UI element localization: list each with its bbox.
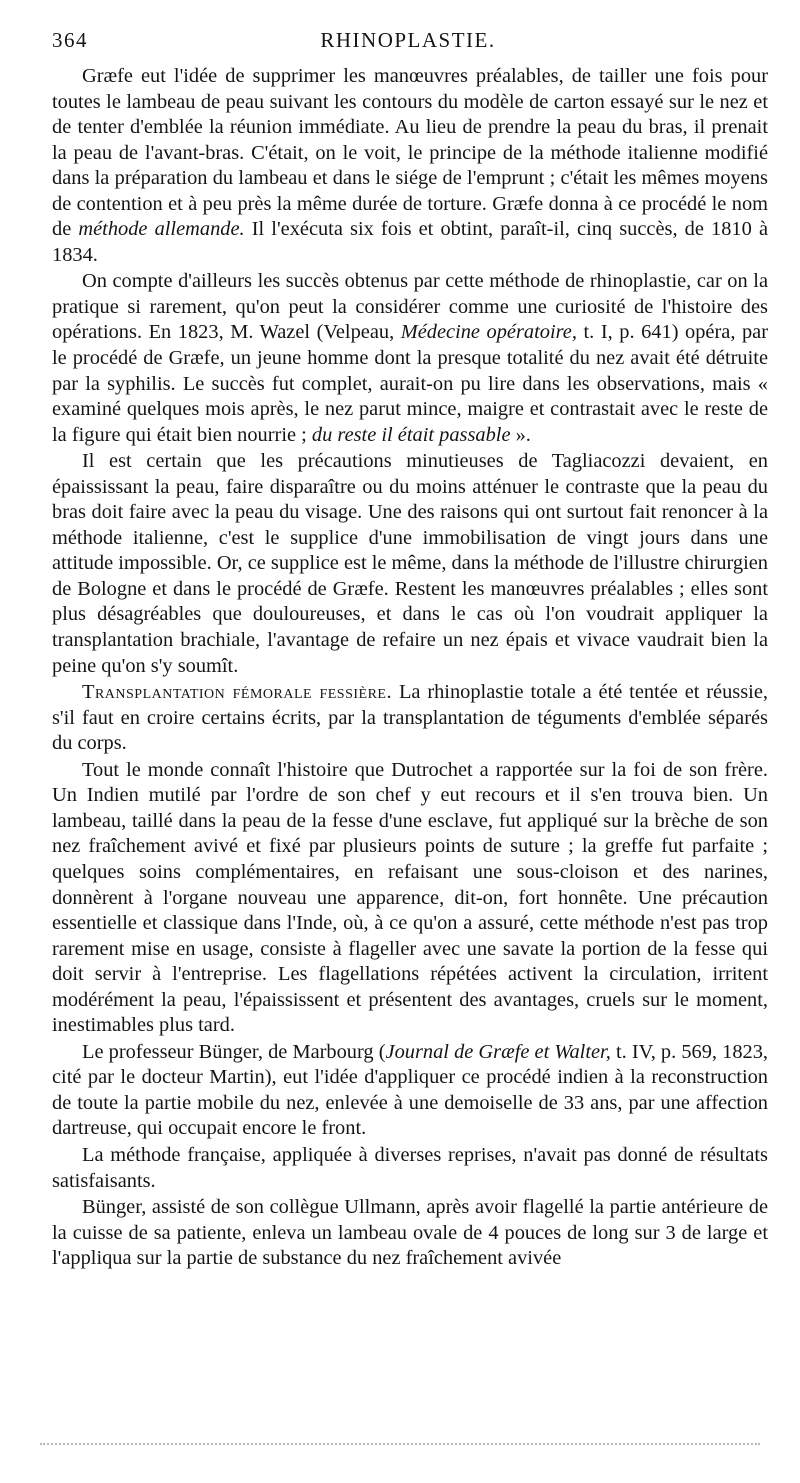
italic-quote: du reste il était passable [311,423,511,446]
paragraph-text: La méthode française, appliquée à diverses reprises, n'avait pas donné de résultats satisfaisants. [52,1143,768,1192]
running-title: RHINOPLASTIE. [320,28,496,52]
page-number: 364 [52,28,88,52]
section-heading: Transplantation fémorale fessière. [82,681,393,704]
paragraph-3 [52,449,768,679]
paragraph-text: t. IV, p. 569, 1823, cité par le docteur Martin), eut l'idée d'appliquer ce procédé indien à la reconstruction de toute la partie mobile du nez, enlevée à une demoiselle de 33 ans, par une affection dartreuse, qui occupait encore le front. [52,1040,768,1140]
paragraph-text: ». [510,423,531,446]
paragraph-1 [52,64,768,268]
citation-title: Journal de Græfe et Walter, [385,1040,611,1063]
paragraph-2 [52,269,768,448]
paragraph-text: La rhinoplastie totale a été tentée et réussie, s'il faut en croire certains écrits, par la transplantation de téguments d'emblée séparés du corps. [52,681,768,755]
paragraph-text: Il est certain que les précautions minutieuses de Tagliacozzi devaient, en épaississant la peau, faire disparaître ou du moins atténuer le contraste que la peau du bras doit faire avec la peau du visage. Une des raisons qui ont surtout fait renoncer à la méthode italienne, c'est le supplice d'une immobilisation de vingt jours dans une attitude impossible. Or, ce supplice est le même, dans la méthode de l'illustre chirurgien de Bologne et dans le procédé de Græfe. Restent les manœuvres préalables ; elles sont plus désagréables que douloureuses, et dans le cas où l'on voudrait appliquer la transplantation brachiale, l'avantage de refaire un nez épais et vivace vaudrait bien la peine qu'on s'y soumît. [52,450,768,677]
paragraph-text: Il l'exécuta six fois et obtint, paraît-il, cinq succès, de 1810 à 1834. [52,218,768,266]
paragraph-text: Græfe eut l'idée de supprimer les manœuvres préalables, de tailler une fois pour toutes le lambeau de peau suivant les contours du modèle de carton essayé sur le nez et de tenter d'emblée la réunion immédiate. Au lieu de prendre la peau du bras, il prenait la peau de l'avant-bras. C'était, on le voit, le principe de la méthode italienne modifié dans la préparation du lambeau et dans le siége de l'emprunt ; c'était les mêmes moyens de contention et à peu près la même durée de torture. Græfe donna à ce procédé le nom de [52,65,768,241]
paragraph-text: On compte d'ailleurs les succès obtenus par cette méthode de rhinoplastie, car on la pratique si rarement, qu'on peut la considérer comme une curiosité de l'histoire des opérations. En 1823, M. Wazel (Velpeau, [52,270,768,344]
italic-term: méthode allemande. [78,218,245,241]
paragraph-7 [52,1143,768,1194]
scan-artifact-dotted-line [40,1443,760,1445]
body-text [52,64,768,1273]
paragraph-6 [52,1040,768,1142]
paragraph-text: Tout le monde connaît l'histoire que Dutrochet a rapportée sur la foi de son frère. Un Indien mutilé par l'ordre de son chef y eut recours et il s'en trouva bien. Un lambeau, taillé dans la peau de la fesse d'une esclave, fut appliqué sur la brèche de son nez fraîchement avivé et fixé par plusieurs points de suture ; la greffe fut parfaite ; quelques soins complémentaires, en refaisant une sous-cloison et des narines, donnèrent à l'organe nouveau une apparence, dit-on, fort honnête. Une précaution essentielle et classique dans l'Inde, où, à ce qu'on a assuré, cette méthode n'est pas trop rarement mise en usage, consiste à flageller avec une savate la portion de la fesse qui doit servir à l'entreprise. Les flagellations répétées activent la circulation, irritent modérément la peau, l'épaississent et présentent des avantages, cruels sur le moment, inestimables plus tard. [52,758,768,1037]
paragraph-4 [52,680,768,757]
paragraph-text: Le professeur Bünger, de Marbourg ( [82,1040,386,1063]
paragraph-5 [52,758,768,1039]
citation-title: Médecine opératoire, [400,321,577,344]
paragraph-8 [52,1195,768,1272]
running-head [52,28,764,58]
paragraph-text: t. I, p. 641) opéra, par le procédé de Græfe, un jeune homme dont la presque totalité du nez avait été détruite par la syphilis. Le succès fut complet, aurait-on pu lire dans les observations, mais « examiné quelques mois après, le nez parut mince, maigre et contrastait avec le reste de la figure qui était bien nourrie ; [52,321,769,446]
paragraph-text: Bünger, assisté de son collègue Ullmann, après avoir flagellé la partie antérieure de la cuisse de sa patiente, enleva un lambeau ovale de 4 pouces de long sur 3 de large et l'appliqua sur la partie de substance du nez fraîchement avivée [52,1196,768,1270]
